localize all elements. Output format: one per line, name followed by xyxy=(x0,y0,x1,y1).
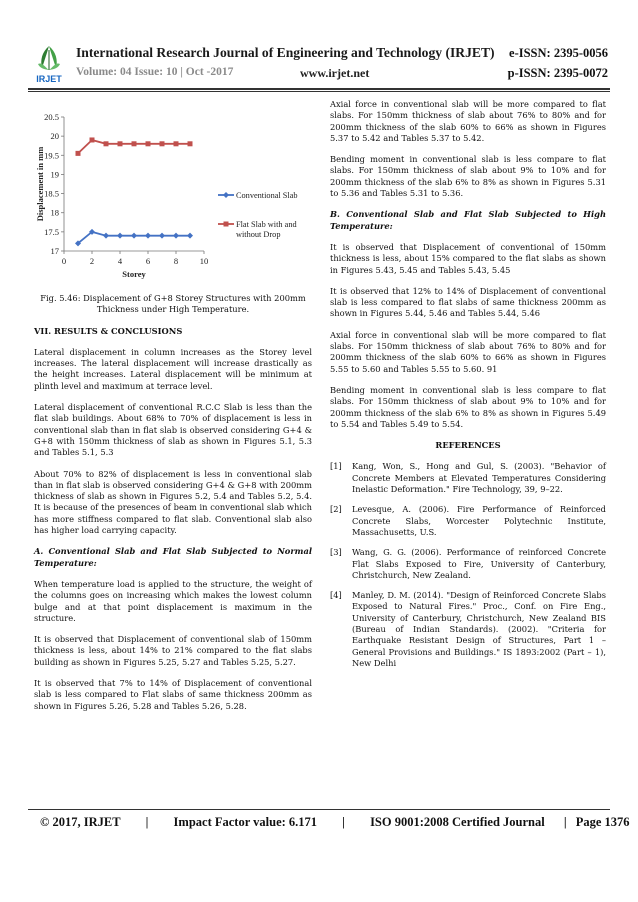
journal-header xyxy=(28,44,608,86)
x-tick-label: 8 xyxy=(173,256,179,266)
footer-copyright: © 2017, IRJET xyxy=(40,815,121,829)
data-point xyxy=(118,141,123,146)
legend-label: Flat Slab with and xyxy=(236,220,297,229)
y-tick-label: 18.5 xyxy=(44,188,59,199)
footer-separator: | xyxy=(145,815,149,829)
reference-item xyxy=(330,461,606,495)
data-point xyxy=(103,233,109,239)
right-column xyxy=(330,99,606,678)
data-point xyxy=(117,233,123,239)
y-tick-label: 18 xyxy=(50,207,59,218)
reference-item xyxy=(330,504,606,538)
data-point xyxy=(188,141,193,146)
figure-caption: Fig. 5.46: Displacement of G+8 Storey Structures with 200mm Thickness under High Temperature. xyxy=(40,293,306,315)
y-tick-label: 20 xyxy=(50,131,59,142)
x-tick-label: 0 xyxy=(61,256,67,266)
footer-impact-factor: Impact Factor value: 6.171 xyxy=(173,815,318,829)
data-point xyxy=(174,141,179,146)
data-point xyxy=(90,137,95,142)
journal-website[interactable]: www.irjet.net xyxy=(300,66,370,80)
paragraph: Bending moment in conventional slab is less compare to flat slabs. For 150mm thickness of slab about 9% to 10% and for 200mm thickness of the slab 6% to 8% as shown in Figures 5.31 to 5.36 and Tables 5.31 to 5.36. xyxy=(330,154,606,199)
y-tick-label: 20.5 xyxy=(44,112,59,122)
section-heading: VII. RESULTS & CONCLUSIONS xyxy=(34,325,183,336)
paragraph: Lateral displacement in column increases as the Storey level increases. The lateral displacement will increase drastically as the height increases. Lateral displacement will be minimum at plinth level and maximum at terrace level. xyxy=(34,346,312,391)
paragraph: Axial force in conventional slab will be more compared to flat slabs. For 150mm thickness of slab about 76% to 80% and for 200mm thickness of the slab 60% to 66% as shown in Figures 5.37 to 5.42 and Tables 5.37 to 5.42. xyxy=(330,99,606,143)
references-list xyxy=(330,461,606,669)
y-tick-label: 17 xyxy=(50,246,59,256)
displacement-chart xyxy=(34,99,312,287)
paragraph: It is observed that 12% to 14% of Displacement of conventional slab is less compared to flat slabs of same thickness 200mm as shown in Figures 5.44, 5.46 and Tables 5.44, 5.46 xyxy=(330,285,606,319)
legend-label: without Drop xyxy=(236,230,281,239)
data-point xyxy=(76,151,81,156)
paragraph: It is observed that 7% to 14% of Displacement of conventional slab is less compared to Flat slabs of same thickness 200mm as shown in Figures 5.26, 5.28 and Tables 5.26, 5.28. xyxy=(34,678,312,711)
journal-title: International Research Journal of Engineering and Technology (IRJET) xyxy=(76,45,495,60)
data-point xyxy=(145,233,151,239)
reference-number: [4] xyxy=(330,590,342,601)
volume-issue: Volume: 04 Issue: 10 | Oct -2017 xyxy=(76,66,234,78)
data-point xyxy=(132,141,137,146)
data-point xyxy=(146,141,151,146)
subsection-heading: A. Conventional Slab and Flat Slab Subjected to Normal Temperature: xyxy=(34,546,312,568)
reference-text: Wang, G. G. (2006). Performance of reinforced Concrete Flat Slabs Exposed to Fire, University of Canterbury, Christchurch, New Zealand. xyxy=(352,547,606,580)
e-issn: e-ISSN: 2395-0056 xyxy=(509,46,608,60)
x-tick-label: 10 xyxy=(199,256,209,266)
data-point xyxy=(131,233,137,239)
page-footer xyxy=(40,815,630,830)
y-tick-label: 19.5 xyxy=(44,150,59,161)
x-tick-label: 6 xyxy=(145,256,151,266)
paragraph: About 70% to 82% of displacement is less in conventional slab than in flat slab is observed considering G+4 & G+8 with 200mm thickness of slab as shown in Figures 5.2, 5.4 and Tables 5.2, 5.4. It is because of the presences of beam in conventional slab which has more stiffness compared to flat slab. Conventional slab also has higher load carrying capacity. xyxy=(34,468,312,536)
data-point xyxy=(104,141,109,146)
reference-item xyxy=(330,547,606,581)
footer-separator: | xyxy=(342,815,345,829)
reference-text: Levesque, A. (2006). Fire Performance of Reinforced Concrete Slabs, Worcester Polytechnic Institute, Massachusetts, U.S. xyxy=(352,504,606,537)
paragraph: Axial force in conventional slab will be more compared to flat slabs. For 150mm thickness of slab about 76% to 80% and for 200mm thickness of the slab 60% to 66% as shown in Figures 5.55 to 5.60 and Tables 5.55 to 5.60. 91 xyxy=(330,329,606,374)
header-divider xyxy=(28,88,610,90)
data-point xyxy=(173,233,179,239)
paragraph: Lateral displacement of conventional R.C.C Slab is less than the flat slab buildings. About 68% to 70% of displacement is less in conventional slab than in flat slab is observed considering G+4 & G+8 with 150mm thickness of slab as shown in Figures 5.1, 5.3 and Tables 5.1, 5.3 xyxy=(34,402,312,458)
data-point xyxy=(160,141,165,146)
data-point xyxy=(187,233,193,239)
paragraph: When temperature load is applied to the structure, the weight of the columns goes on increasing which makes the lowest column bulge and at that point displacement is maximum in the structure. xyxy=(34,578,312,623)
references-heading: REFERENCES xyxy=(435,440,501,451)
footer-divider xyxy=(28,809,610,810)
subsection-heading: B. Conventional Slab and Flat Slab Subjected to High Temperature: xyxy=(330,209,606,231)
reference-text: Manley, D. M. (2014). "Design of Reinforced Concrete Slabs Exposed to Natural Fires." Proc., Conf. on Fire Eng., University of Canterbury, Christchurch, New Zealand BIS (Bureau of Indian Standards). (2002). "Criteria for Earthquake Resistant Design of Structures, Part 1 – General Provisions and Buildings." IS 1893:2002 (Part – 1), New Delhi xyxy=(352,590,606,668)
y-tick-label: 19 xyxy=(50,169,59,180)
reference-item xyxy=(330,590,606,669)
x-axis-title: Storey xyxy=(122,269,146,279)
paragraph: It is observed that Displacement of conventional of 150mm thickness is less, about 15% compared to the flat slabs as shown in Figures 5.43, 5.45 and Tables 5.43, 5.45 xyxy=(330,241,606,275)
reference-number: [2] xyxy=(330,504,342,515)
y-tick-label: 17.5 xyxy=(44,226,59,237)
x-tick-label: 4 xyxy=(117,256,123,266)
reference-number: [3] xyxy=(330,547,342,558)
irjet-logo xyxy=(28,44,70,84)
logo-text: IRJET xyxy=(36,74,62,84)
y-axis-title: Displacement in mm xyxy=(35,146,45,222)
footer-separator: | xyxy=(563,815,567,829)
reference-number: [1] xyxy=(330,461,342,472)
header-divider-thin xyxy=(28,91,610,92)
legend-marker xyxy=(223,192,229,198)
legend-label: Conventional Slab xyxy=(236,191,298,200)
paragraph: Bending moment in conventional slab is less compare to flat slabs. For 150mm thickness of slab about 9% to 10% and for 200mm thickness of the slab 6% to 8% as shown in Figures 5.49 to 5.54 and Tables 5.49 to 5.54. xyxy=(330,384,606,429)
p-issn: p-ISSN: 2395-0072 xyxy=(507,66,608,80)
footer-iso: ISO 9001:2008 Certified Journal xyxy=(370,815,545,829)
left-column xyxy=(34,99,312,722)
footer-page-number: Page 1376 xyxy=(575,815,630,829)
reference-text: Kang, Won, S., Hong and Gul, S. (2003). "Behavior of Concrete Members at Elevated Temperatures Considering Inelastic Deformation." Fire Technology, 39, 9–22. xyxy=(352,461,606,495)
x-tick-label: 2 xyxy=(89,256,95,266)
paragraph: It is observed that Displacement of conventional slab of 150mm thickness is less, about 14% to 21% compared to the flat slabs building as shown in Figures 5.25, 5.27 and Tables 5.25, 5.27. xyxy=(34,634,312,667)
data-point xyxy=(159,233,165,239)
legend-marker xyxy=(224,222,229,227)
